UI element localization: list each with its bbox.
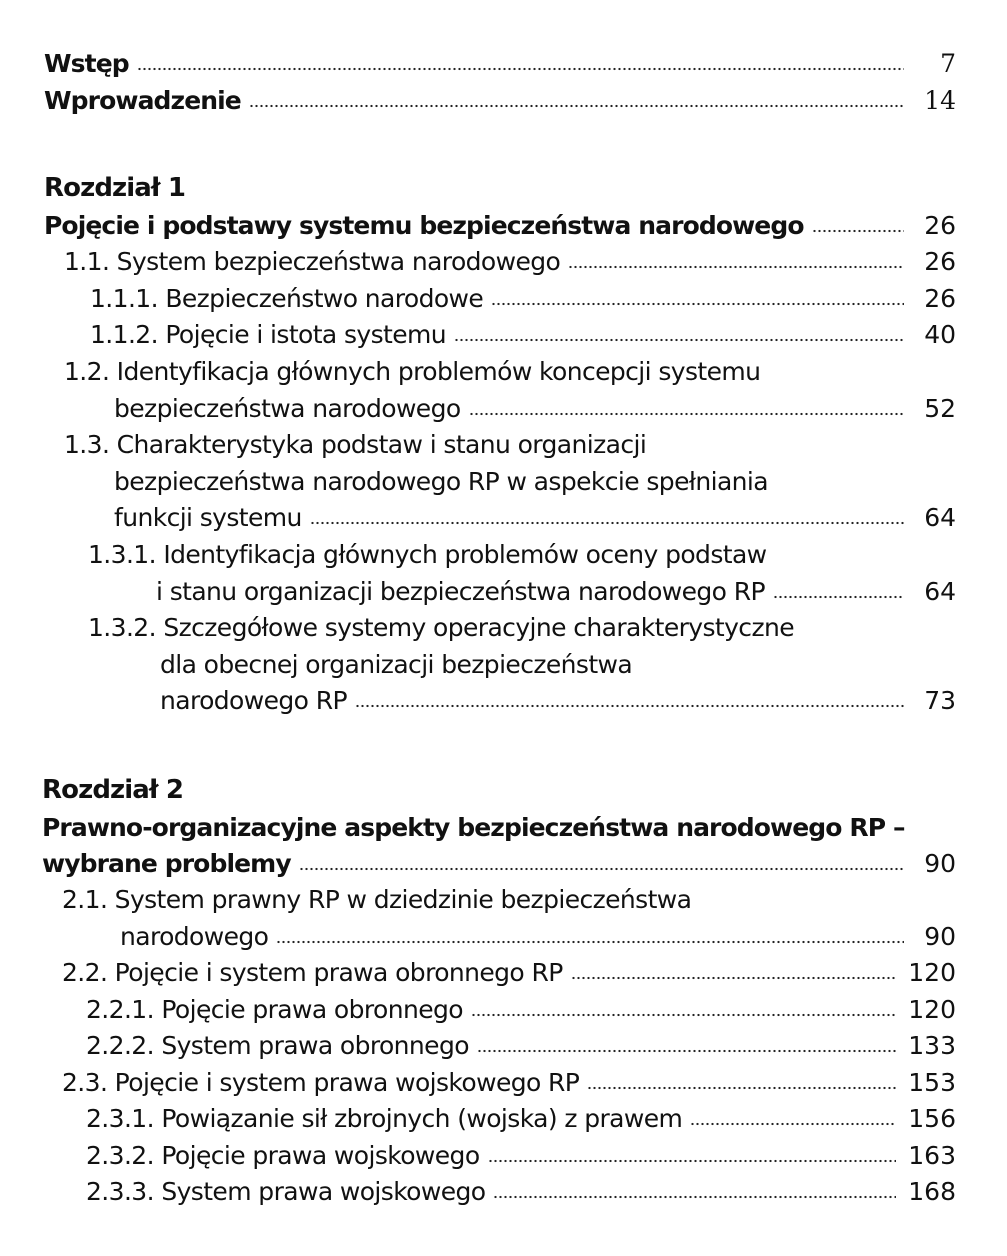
page-number: 120: [908, 995, 956, 1024]
entry-label-continued: dla obecnej organizacji bezpieczeństwa: [160, 650, 633, 679]
chapter-heading: Rozdział 1: [44, 173, 186, 203]
chapter-title: Prawno-organizacyjne aspekty bezpieczeństwa narodowego RP –: [42, 813, 905, 842]
entry-label: Pojęcie i system prawa obronnego RP: [114, 958, 563, 987]
dot-leader: [355, 704, 904, 708]
chapter-title-continued: wybrane problemy: [42, 849, 291, 878]
toc-entry[interactable]: [44, 1174, 956, 1210]
dot-leader: [493, 1195, 896, 1199]
section-number: 2.3.2.: [86, 1141, 154, 1170]
entry-label: Charakterystyka podstaw i stanu organizacji: [116, 430, 647, 459]
page-number: 40: [924, 320, 956, 349]
toc-entry-line[interactable]: [44, 427, 956, 463]
page-number: 120: [908, 958, 956, 987]
section-number: 2.2.: [62, 958, 108, 987]
entry-label: Pojęcie i system prawa wojskowego RP: [114, 1068, 580, 1097]
section-number: 1.2.: [64, 357, 110, 386]
toc-entry[interactable]: [44, 317, 956, 353]
toc-entry[interactable]: [44, 1028, 956, 1064]
toc-entry-wprowadzenie[interactable]: [44, 83, 956, 119]
toc-entry[interactable]: [44, 955, 956, 991]
page-number: 163: [908, 1141, 956, 1170]
toc-entry[interactable]: [44, 1101, 956, 1137]
page-number: 90: [924, 922, 956, 951]
entry-label-continued: narodowego RP: [160, 686, 347, 715]
section-number: 2.3.: [62, 1068, 108, 1097]
entry-label-continued: narodowego: [120, 922, 269, 951]
toc-entry-line[interactable]: [44, 610, 956, 646]
dot-leader: [488, 1159, 897, 1163]
page-number: 156: [908, 1104, 956, 1133]
chapter-title-entry[interactable]: [42, 846, 956, 882]
toc-entry-line[interactable]: [44, 882, 956, 918]
entry-label: System bezpieczeństwa narodowego: [116, 247, 561, 276]
page-number: 133: [908, 1031, 956, 1060]
entry-label: Pojęcie prawa obronnego: [161, 995, 463, 1024]
section-number: 2.1.: [62, 885, 108, 914]
toc-entry-line[interactable]: [44, 464, 956, 500]
chapter-title-line[interactable]: [42, 810, 956, 846]
entry-label: Identyfikacja głównych problemów oceny podstaw: [163, 540, 767, 569]
section-number: 1.1.1.: [90, 284, 158, 313]
dot-leader: [249, 104, 904, 108]
entry-label: Wprowadzenie: [44, 86, 241, 115]
entry-label: Pojęcie prawa wojskowego: [161, 1141, 480, 1170]
page-number: 64: [924, 577, 956, 606]
toc-entry[interactable]: [44, 281, 956, 317]
toc-entry[interactable]: [44, 1065, 956, 1101]
entry-label-continued: bezpieczeństwa narodowego: [114, 394, 461, 423]
section-number: 2.3.1.: [86, 1104, 154, 1133]
section-number: 1.3.: [64, 430, 110, 459]
entry-label: System prawny RP w dziedzinie bezpieczeństwa: [114, 885, 692, 914]
entry-label: Pojęcie i istota systemu: [165, 320, 447, 349]
dot-leader: [587, 1086, 896, 1090]
section-number: 1.1.: [64, 247, 110, 276]
toc-entry-line[interactable]: [44, 647, 956, 683]
page-number: 52: [924, 394, 956, 423]
page-number: 7: [940, 49, 956, 78]
entry-label: System prawa wojskowego: [161, 1177, 486, 1206]
dot-leader: [454, 338, 904, 342]
toc-entry[interactable]: [44, 919, 956, 955]
page-number: 73: [924, 686, 956, 715]
page-number: 26: [924, 211, 956, 240]
toc-entry[interactable]: [44, 391, 956, 427]
entry-label: Identyfikacja głównych problemów koncepcji systemu: [116, 357, 761, 386]
toc-entry[interactable]: [44, 500, 956, 536]
section-number: 1.1.2.: [90, 320, 158, 349]
entry-label-continued: funkcji systemu: [114, 503, 302, 532]
chapter-heading: Rozdział 2: [42, 775, 184, 805]
entry-label: System prawa obronnego: [161, 1031, 469, 1060]
section-number: 2.2.2.: [86, 1031, 154, 1060]
dot-leader: [568, 265, 904, 269]
dot-leader: [477, 1049, 896, 1053]
dot-leader: [690, 1122, 896, 1126]
toc-entry[interactable]: [44, 1138, 956, 1174]
dot-leader: [299, 867, 904, 871]
entry-label: Bezpieczeństwo narodowe: [165, 284, 484, 313]
dot-leader: [469, 412, 904, 416]
entry-label: Powiązanie sił zbrojnych (wojska) z prawem: [161, 1104, 683, 1133]
entry-label: Szczegółowe systemy operacyjne charakterystyczne: [163, 613, 794, 642]
section-number: 2.3.3.: [86, 1177, 154, 1206]
dot-leader: [571, 976, 897, 980]
toc-entry-line[interactable]: [44, 354, 956, 390]
entry-label-continued: bezpieczeństwa narodowego RP w aspekcie spełniania: [114, 467, 768, 496]
entry-label: Wstęp: [44, 49, 129, 78]
toc-entry-line[interactable]: [44, 537, 956, 573]
page-number: 14: [924, 86, 956, 115]
dot-leader: [812, 229, 904, 233]
dot-leader: [276, 940, 904, 944]
toc-entry[interactable]: [44, 683, 956, 719]
page-number: 153: [908, 1068, 956, 1097]
chapter-title-entry[interactable]: [44, 208, 956, 244]
toc-entry[interactable]: [44, 992, 956, 1028]
toc-entry[interactable]: [44, 574, 956, 610]
page-number: 64: [924, 503, 956, 532]
dot-leader: [137, 67, 904, 71]
section-number: 1.3.1.: [88, 540, 156, 569]
toc-entry-wstep[interactable]: [44, 46, 956, 82]
page-number: 26: [924, 247, 956, 276]
section-number: 2.2.1.: [86, 995, 154, 1024]
chapter-title: Pojęcie i podstawy systemu bezpieczeństwa narodowego: [44, 211, 804, 240]
dot-leader: [773, 595, 904, 599]
entry-label-continued: i stanu organizacji bezpieczeństwa narodowego RP: [156, 577, 765, 606]
page-number: 168: [908, 1177, 956, 1206]
dot-leader: [310, 521, 904, 525]
section-number: 1.3.2.: [88, 613, 156, 642]
page-number: 90: [924, 849, 956, 878]
dot-leader: [471, 1013, 896, 1017]
dot-leader: [491, 302, 904, 306]
page-number: 26: [924, 284, 956, 313]
toc-entry[interactable]: [44, 244, 956, 280]
